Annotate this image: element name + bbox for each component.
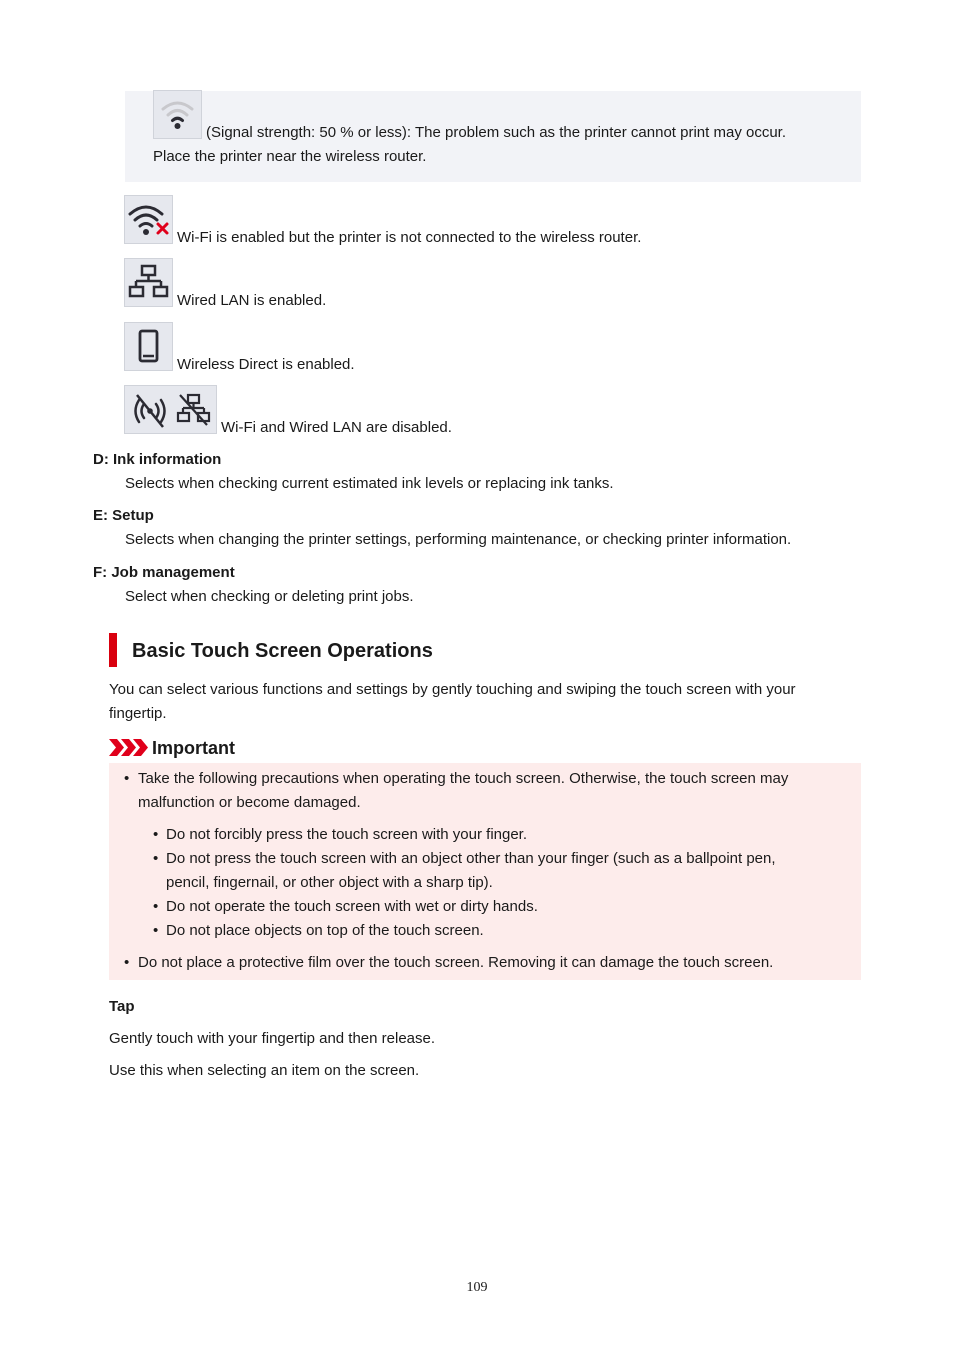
important-sub1: Do not forcibly press the touch screen with your finger. (166, 826, 528, 843)
important-sub2-line1: Do not press the touch screen with an object other than your finger (such as a ballpoint pen, (166, 850, 776, 867)
definition-desc: Select when checking or deleting print jobs. (125, 588, 414, 605)
bullet-dot: • (153, 898, 159, 915)
definition-desc: Selects when checking current estimated ink levels or replacing ink tanks. (125, 475, 614, 492)
important-bullet1-line1: Take the following precautions when operating the touch screen. Otherwise, the touch screen may (138, 770, 789, 787)
definition-term-ink-information: D: Ink information (93, 451, 222, 468)
tap-line2: Use this when selecting an item on the screen. (109, 1062, 420, 1079)
wired-lan-icon (124, 258, 173, 307)
section-heading: Basic Touch Screen Operations (132, 640, 433, 662)
definition-desc: Selects when changing the printer settings, performing maintenance, or checking printer information. (125, 531, 792, 548)
bullet-dot: • (124, 770, 130, 787)
signal-note-line2: Place the printer near the wireless router. (153, 148, 427, 165)
tap-title: Tap (109, 998, 135, 1015)
important-sub3: Do not operate the touch screen with wet or dirty hands. (166, 898, 538, 915)
important-title: Important (152, 738, 235, 758)
important-sub4: Do not place objects on top of the touch screen. (166, 922, 484, 939)
wifi-and-lan-disabled-icon (124, 385, 217, 434)
section-heading-accent-bar (109, 633, 117, 667)
bullet-dot: • (124, 954, 130, 971)
status-item-text: Wired LAN is enabled. (177, 292, 327, 309)
bullet-dot: • (153, 922, 159, 939)
section-intro-line2: fingertip. (109, 705, 167, 722)
signal-note-line1: (Signal strength: 50 % or less): The problem such as the printer cannot print may occur. (206, 124, 787, 141)
tap-line1: Gently touch with your fingertip and then release. (109, 1030, 436, 1047)
wireless-direct-icon (124, 322, 173, 371)
section-intro-line1: You can select various functions and settings by gently touching and swiping the touch screen with your (109, 681, 796, 698)
wifi-weak-signal-icon (153, 90, 202, 139)
page-number: 109 (466, 1280, 488, 1295)
bullet-dot: • (153, 850, 159, 867)
bullet-dot: • (153, 826, 159, 843)
important-chevron-icon (109, 739, 149, 760)
definition-term-job-management: F: Job management (93, 564, 235, 581)
important-bullet2: Do not place a protective film over the touch screen. Removing it can damage the touch screen. (138, 954, 774, 971)
important-bullet1-line2: malfunction or become damaged. (138, 794, 361, 811)
status-item-text: Wireless Direct is enabled. (177, 356, 355, 373)
status-item-text: Wi-Fi and Wired LAN are disabled. (221, 419, 452, 436)
status-item-text: Wi-Fi is enabled but the printer is not connected to the wireless router. (177, 229, 642, 246)
wifi-disconnected-icon (124, 195, 173, 244)
important-sub2-line2: pencil, fingernail, or other object with a sharp tip). (166, 874, 493, 891)
definition-term-setup: E: Setup (93, 507, 154, 524)
